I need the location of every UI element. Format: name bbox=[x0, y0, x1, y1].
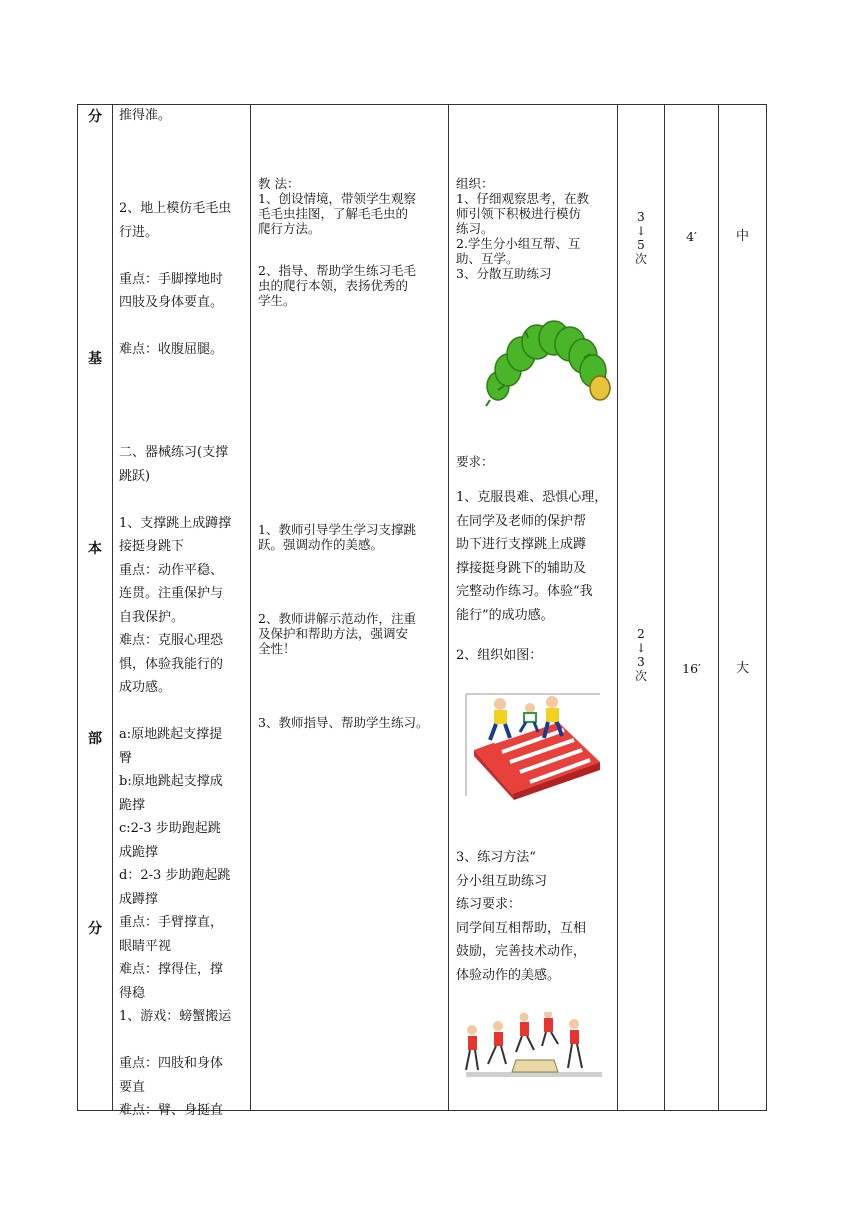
times-from: 3 bbox=[637, 210, 645, 224]
group-practice-image bbox=[464, 690, 604, 800]
table-divider bbox=[250, 104, 251, 1111]
teacher-step-2: 2、教师讲解示范动作，注重 及保护和帮助方法，强调安 全性！ bbox=[258, 611, 416, 656]
section-char: 分 bbox=[88, 109, 102, 125]
section-char: 本 bbox=[88, 541, 102, 557]
table-border-left bbox=[77, 104, 78, 1111]
content-first-line: 推得准。 bbox=[119, 108, 172, 123]
intensity-cell: 大 bbox=[735, 661, 749, 676]
section-char: 基 bbox=[88, 351, 102, 367]
jumping-sequence-image bbox=[458, 1012, 608, 1082]
section-char: 分 bbox=[88, 921, 102, 937]
table-border-right bbox=[766, 104, 767, 1111]
table-divider bbox=[664, 104, 665, 1111]
student-org-2: 2、组织如图： bbox=[456, 648, 543, 663]
student-practice-text: 3、练习方法“ 分小组互助练习 练习要求： 同学间互相帮助，互相 鼓励，完善技术动作， 体验动作的美感。 bbox=[456, 850, 587, 983]
down-arrow-icon: ↓ bbox=[635, 224, 647, 238]
caterpillar-image bbox=[484, 318, 616, 412]
times-to: 5 bbox=[637, 238, 645, 252]
teacher-step-1: 1、教师引导学生学习支撑跳 跃。强调动作的美感。 bbox=[258, 522, 416, 552]
section-char: 部 bbox=[88, 731, 102, 747]
content-apparatus-section: 二、器械练习(支撑 跳跃) 1、支撑跳上成蹲撑 接挺身跳下 重点：动作平稳、 连贯。注重保护与 自我保护。 难点：克服心理恐 惧，体验我能行的 成功感。 a:原地跳起支撑提 臀 b:原地跳起支撑成 跪撑 c:2-3 步助跑起跳 成跪撑 d：2-3 步助跑起跳 成蹲撑 重点：手臂撑直， 眼睛平视 难点：撑得住，撑 得稳 1、游戏：螃蟹搬运 重点：四肢和身体 要直 难点：臂、身挺直 bbox=[119, 445, 232, 1118]
times-unit: 次 bbox=[634, 669, 647, 683]
times-to: 3 bbox=[637, 655, 645, 669]
teacher-method-2: 2、指导、帮助学生练习毛毛 虫的爬行本领，表扬优秀的 学生。 bbox=[258, 263, 416, 308]
times-from: 2 bbox=[637, 627, 645, 641]
teacher-method-1: 1、创设情境，带领学生观察 毛毛虫挂图，了解毛毛虫的 爬行方法。 bbox=[258, 191, 416, 236]
teacher-method-title: 教 法： bbox=[258, 176, 300, 191]
student-req-title: 要求： bbox=[456, 454, 494, 469]
content-caterpillar-section: 2、地上模仿毛毛虫 行进。 重点：手脚撑地时 四肢及身体要直。 难点：收腹屈腿。 bbox=[119, 201, 232, 357]
times-unit: 次 bbox=[634, 252, 647, 266]
student-org-title: 组织： bbox=[456, 176, 494, 191]
times-cell bbox=[618, 210, 664, 266]
teacher-step-3: 3、教师指导、帮助学生练习。 bbox=[258, 715, 429, 730]
duration-cell: 16′ bbox=[682, 661, 701, 676]
table-divider bbox=[112, 104, 113, 1111]
table-top-border bbox=[77, 104, 766, 105]
table-divider bbox=[718, 104, 719, 1111]
times-cell bbox=[618, 627, 664, 683]
down-arrow-icon: ↓ bbox=[635, 641, 647, 655]
duration-cell: 4′ bbox=[686, 229, 697, 244]
student-org-text: 1、仔细观察思考，在教 师引领下积极进行模仿 练习。 2.学生分小组互帮、互 助、互学。 3、分散互助练习 bbox=[456, 191, 589, 281]
table-divider bbox=[448, 104, 449, 1111]
intensity-cell: 中 bbox=[735, 229, 749, 244]
student-req-text: 1、克服畏难、恐惧心理， 在同学及老师的保护帮 助下进行支撑跳上成蹲 撑接挺身跳下的辅助及 完整动作练习。体验“我 能行”的成功感。 bbox=[456, 490, 608, 623]
